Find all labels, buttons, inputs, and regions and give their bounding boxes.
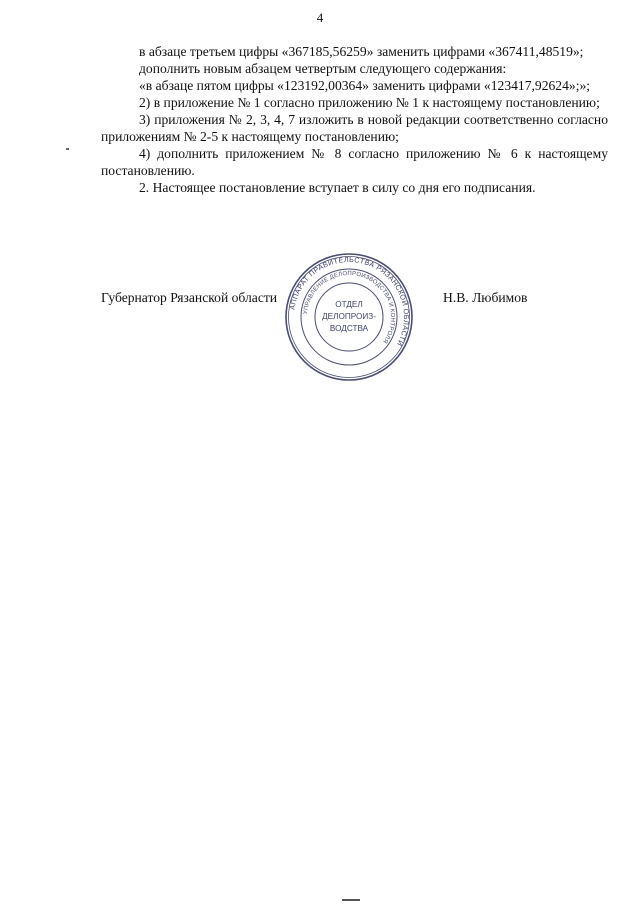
stamp-seal xyxy=(283,251,415,383)
stamp-inner-ring-text: УПРАВЛЕНИЕ ДЕЛОПРОИЗВОДСТВА И КОНТРОЛЯ xyxy=(303,270,396,345)
signer-title: Губернатор Рязанской области xyxy=(101,290,278,305)
paragraph: в абзаце третьем цифры «367185,56259» заменить цифрами «367411,48519»; xyxy=(139,44,584,59)
scan-speck xyxy=(66,148,69,150)
stamp-outer-ring-text: АППАРАТ ПРАВИТЕЛЬСТВА РЯЗАНСКОЙ ОБЛАСТИ xyxy=(287,254,412,348)
stamp-center-line: ОТДЕЛ xyxy=(335,300,363,309)
paragraph: 3) приложения № 2, 3, 4, 7 изложить в новой редакции соответственно согласно приложениям № 2-5 к настоящему постановлению; xyxy=(101,112,608,144)
paragraph: «в абзаце пятом цифры «123192,00364» заменить цифрами «123417,92624»;»; xyxy=(139,78,591,93)
paragraph: 4) дополнить приложением № 8 согласно приложению № 6 к настоящему постановлению. xyxy=(101,146,608,178)
paragraph: дополнить новым абзацем четвертым следующего содержания: xyxy=(139,61,507,76)
official-stamp xyxy=(283,251,415,383)
document-body xyxy=(101,43,608,196)
paragraph: 2. Настоящее постановление вступает в силу со дня его подписания. xyxy=(139,180,536,195)
scan-speck xyxy=(342,899,360,901)
stamp-center-line: ВОДСТВА xyxy=(329,324,369,333)
page-number: 4 xyxy=(316,10,324,25)
stamp-center-line: ДЕЛОПРОИЗ- xyxy=(322,312,376,321)
signer-name: Н.В. Любимов xyxy=(443,290,528,305)
paragraph: 2) в приложение № 1 согласно приложению № 1 к настоящему постановлению; xyxy=(139,95,600,110)
